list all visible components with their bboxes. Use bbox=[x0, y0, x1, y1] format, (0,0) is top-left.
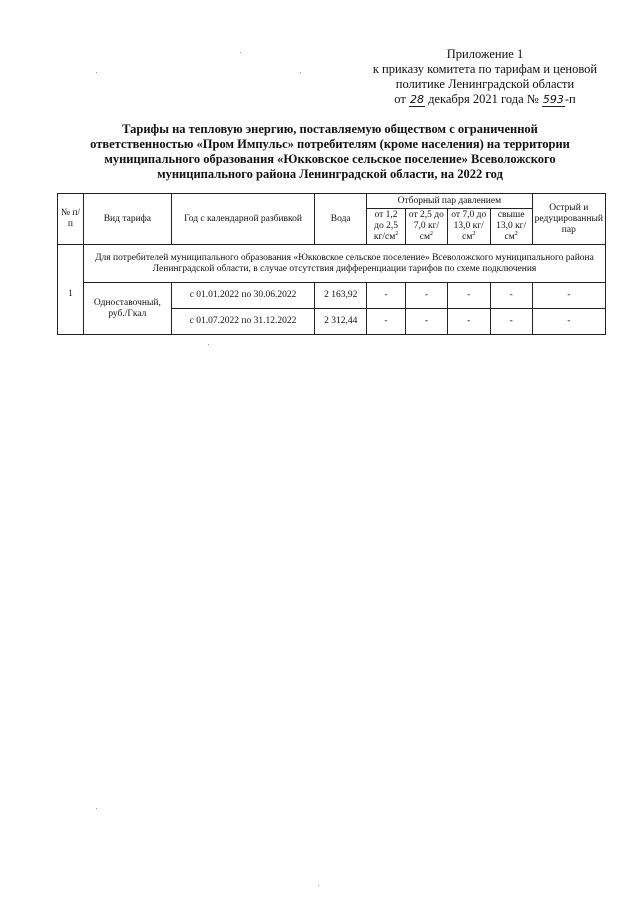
scan-speck bbox=[318, 885, 319, 886]
title-line-1: Тарифы на тепловую энергию, поставляемую обществом с ограниченной bbox=[122, 122, 538, 136]
header-sharp-steam: Острый и редуцированный пар bbox=[532, 194, 605, 245]
table-row bbox=[58, 283, 606, 309]
scan-speck bbox=[96, 808, 97, 809]
handwritten-day: 28 bbox=[409, 93, 424, 106]
date-suffix: декабря 2021 года № bbox=[428, 92, 539, 106]
sharp-steam-value: - bbox=[532, 309, 605, 335]
date-prefix: от bbox=[394, 92, 406, 106]
scan-speck bbox=[208, 344, 209, 345]
scan-speck bbox=[240, 52, 241, 53]
water-value: 2 163,92 bbox=[315, 283, 367, 309]
header-steam-group: Отборный пар давлением bbox=[367, 194, 532, 209]
handwritten-order-number: 593 bbox=[542, 93, 564, 106]
pressure-4-value: - bbox=[490, 283, 532, 309]
pressure-1-value: - bbox=[367, 283, 406, 309]
section-num: 1 bbox=[58, 245, 84, 335]
period-cell: с 01.07.2022 по 31.12.2022 bbox=[171, 309, 314, 335]
order-suffix: -п bbox=[564, 92, 576, 106]
title-line-2: ответственностью «Пром Импульс» потребителям (кроме населения) на территории bbox=[90, 137, 570, 151]
scan-speck bbox=[300, 72, 301, 73]
water-value: 2 312,44 bbox=[315, 309, 367, 335]
scan-speck bbox=[96, 72, 97, 73]
header-tariff-type: Вид тарифа bbox=[83, 194, 171, 245]
header-num: № п/п bbox=[58, 194, 84, 245]
header-water: Вода bbox=[315, 194, 367, 245]
appendix-header bbox=[355, 47, 615, 107]
sharp-steam-value: - bbox=[532, 283, 605, 309]
appendix-committee: политике Ленинградской области bbox=[395, 77, 575, 91]
period-cell: с 01.01.2022 по 30.06.2022 bbox=[171, 283, 314, 309]
table-header-row bbox=[58, 194, 606, 209]
header-pressure-2: от 2,5 до 7,0 $кг/см^2$ bbox=[405, 209, 447, 245]
tariff-label: Одноставочный, руб./Гкал bbox=[83, 283, 171, 335]
appendix-date-line bbox=[355, 92, 615, 107]
pressure-3-value: - bbox=[447, 309, 490, 335]
header-pressure-1: от 1,2 до 2,5 $кг/см^2$ bbox=[367, 209, 406, 245]
section-description: Для потребителей муниципального образования «Юкковское сельское поселение» Всеволожского муниципального района Ленинградской области, в случае отсутствия дифференциации тарифов по схеме подключения bbox=[83, 245, 605, 283]
pressure-1-value: - bbox=[367, 309, 406, 335]
header-pressure-4: свыше 13,0 $кг/см^2$ bbox=[490, 209, 532, 245]
appendix-title: Приложение 1 bbox=[446, 47, 524, 61]
document-title bbox=[60, 122, 600, 182]
pressure-4-value: - bbox=[490, 309, 532, 335]
pressure-3-value: - bbox=[447, 283, 490, 309]
header-year: Год с календарной разбивкой bbox=[171, 194, 314, 245]
header-pressure-3: от 7,0 до 13,0 $кг/см^2$ bbox=[447, 209, 490, 245]
appendix-order-ref: к приказу комитета по тарифам и ценовой bbox=[372, 62, 598, 76]
pressure-2-value: - bbox=[405, 309, 447, 335]
title-line-3: муниципального образования «Юкковское сельское поселение» Всеволожского bbox=[104, 152, 556, 166]
title-line-4: муниципального района Ленинградской области, на 2022 год bbox=[157, 167, 503, 181]
tariff-table bbox=[57, 193, 606, 335]
pressure-2-value: - bbox=[405, 283, 447, 309]
table-section-row bbox=[58, 245, 606, 283]
